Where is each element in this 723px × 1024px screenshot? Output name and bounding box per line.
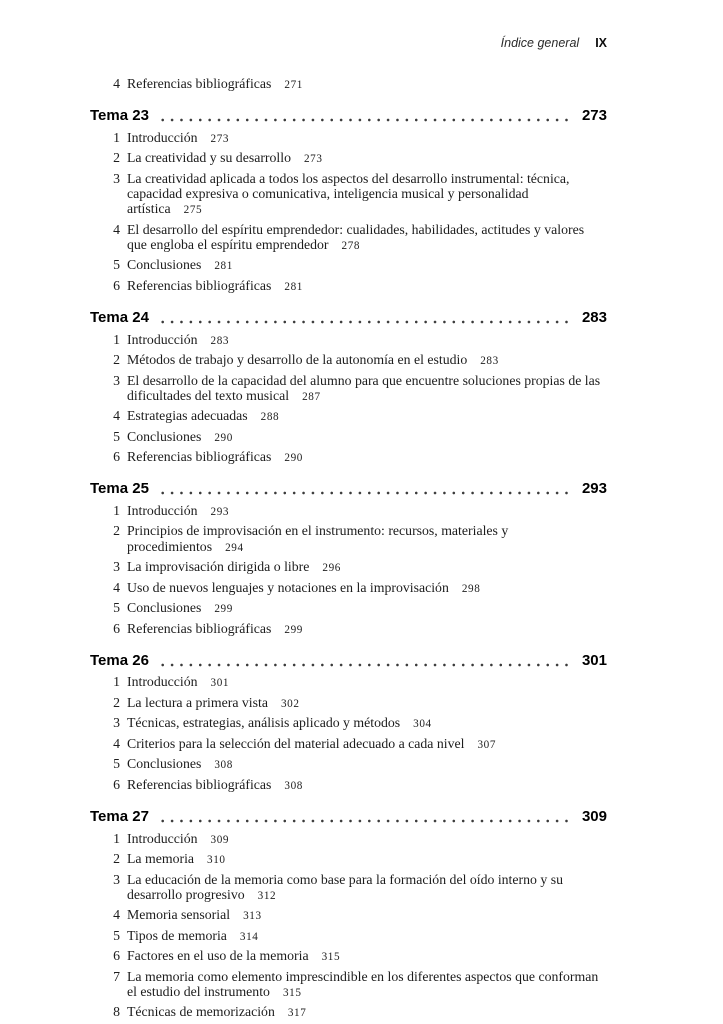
item-body: [127, 408, 607, 425]
item-body: [127, 332, 607, 349]
toc-item: [90, 523, 607, 555]
item-page-number: 299: [284, 623, 304, 636]
item-page-number: 281: [214, 260, 233, 273]
item-label: Técnicas, estrategias, análisis aplicado y métodos: [127, 715, 401, 731]
toc-item: [90, 777, 607, 794]
section-items: [90, 503, 607, 638]
item-number: 5: [113, 257, 120, 273]
toc-item: [90, 449, 607, 466]
toc-item: [90, 736, 607, 753]
item-label: La memoria: [127, 851, 195, 867]
item-label: Uso de nuevos lenguajes y notaciones en la improvisación: [127, 579, 449, 595]
item-page-number: 302: [280, 697, 300, 710]
toc-item: [90, 1004, 607, 1021]
item-body: [127, 969, 607, 1001]
item-label: La memoria como elemento imprescindible en los diferentes aspectos que conforman el estudio del instrumento: [127, 968, 599, 999]
item-number: 3: [113, 871, 120, 887]
item-number: 1: [113, 502, 120, 518]
item-body: [127, 695, 607, 712]
running-header-page-number: IX: [595, 36, 607, 50]
item-body: [127, 130, 607, 147]
item-label: Referencias bibliográficas: [127, 449, 272, 465]
item-page-number: 314: [239, 930, 259, 943]
item-label: Introducción: [127, 129, 198, 145]
toc-item: [90, 695, 607, 712]
item-body: [127, 559, 607, 576]
toc-item: [90, 580, 607, 597]
item-body: [127, 222, 607, 254]
item-label: Referencias bibliográficas: [127, 76, 272, 91]
item-page-number: 298: [461, 582, 481, 595]
dot-leader: [158, 320, 570, 324]
toc-item: [90, 408, 607, 425]
item-body: [127, 352, 607, 369]
item-number: 2: [113, 851, 120, 867]
item-body: [127, 150, 607, 167]
item-page-number: 296: [322, 562, 341, 575]
item-page-number: 294: [225, 541, 244, 554]
item-page-number: 287: [302, 390, 321, 403]
page-content: [90, 0, 607, 1024]
item-number: 2: [113, 150, 120, 166]
item-page-number: 309: [210, 833, 230, 846]
item-number: 4: [113, 76, 120, 91]
item-number: 8: [113, 1004, 120, 1020]
toc-item: [90, 756, 607, 773]
section-heading: [90, 808, 607, 826]
item-number: 4: [113, 907, 120, 923]
item-number: 3: [113, 715, 120, 731]
item-label: Métodos de trabajo y desarrollo de la autonomía en el estudio: [127, 352, 468, 368]
item-page-number: 317: [287, 1007, 307, 1020]
item-body: [127, 736, 607, 753]
toc-item: [90, 621, 607, 638]
item-page-number: 315: [282, 986, 302, 999]
item-page-number: 271: [284, 79, 304, 91]
item-page-number: 310: [207, 854, 226, 867]
section-page-number: 309: [581, 808, 607, 826]
toc-item: [90, 948, 607, 965]
item-page-number: 273: [210, 132, 230, 145]
toc-item: [90, 928, 607, 945]
item-page-number: 281: [284, 280, 304, 293]
item-number: 4: [113, 579, 120, 595]
toc-section: [90, 107, 607, 295]
item-number: 4: [113, 221, 120, 237]
item-body: [127, 429, 607, 446]
item-body: [127, 1004, 607, 1021]
item-number: 6: [113, 948, 120, 964]
toc-item: [90, 503, 607, 520]
section-title: Tema 26: [90, 651, 149, 669]
item-label: Referencias bibliográficas: [127, 620, 272, 636]
toc-item: [90, 600, 607, 617]
toc-item: [90, 907, 607, 924]
item-label: Criterios para la selección del material adecuado a cada nivel: [127, 735, 465, 751]
item-body: [127, 278, 607, 295]
item-body: [127, 948, 607, 965]
item-page-number: 278: [341, 239, 361, 252]
item-page-number: 273: [303, 153, 323, 166]
item-number: 1: [113, 129, 120, 145]
item-page-number: 307: [477, 738, 497, 751]
item-label: La creatividad y su desarrollo: [127, 150, 291, 166]
item-number: 5: [113, 600, 120, 616]
item-body: [127, 76, 607, 93]
item-number: 2: [113, 523, 120, 539]
dot-leader: [158, 663, 570, 667]
toc-item: [90, 257, 607, 274]
toc-item: [90, 352, 607, 369]
item-number: 6: [113, 449, 120, 465]
dot-leader: [158, 118, 570, 122]
item-label: Introducción: [127, 674, 198, 690]
section-items: [90, 332, 607, 467]
item-body: [127, 851, 607, 868]
item-page-number: 288: [260, 411, 280, 424]
item-page-number: 313: [243, 910, 262, 923]
item-page-number: 283: [480, 355, 499, 368]
section-heading: [90, 480, 607, 498]
item-label: La educación de la memoria como base para la formación del oído interno y su desarrollo progresivo: [127, 871, 563, 902]
item-page-number: 301: [210, 677, 230, 690]
item-label: Principios de improvisación en el instrumento: recursos, materiales y procedimientos: [127, 523, 509, 554]
item-number: 4: [113, 408, 120, 424]
item-number: 5: [113, 428, 120, 444]
item-number: 1: [113, 830, 120, 846]
toc-item: [90, 969, 607, 1001]
item-label: Introducción: [127, 502, 198, 518]
toc-section: [90, 808, 607, 1022]
toc-item: [90, 831, 607, 848]
item-number: 6: [113, 776, 120, 792]
item-body: [127, 831, 607, 848]
item-body: [127, 373, 607, 405]
section-heading: [90, 652, 607, 670]
item-number: 5: [113, 756, 120, 772]
item-page-number: 308: [284, 779, 304, 792]
item-page-number: 308: [214, 759, 233, 772]
section-title: Tema 23: [90, 107, 149, 125]
toc-item: [90, 872, 607, 904]
toc-item: [90, 851, 607, 868]
item-page-number: 290: [284, 452, 304, 465]
toc-item: [90, 559, 607, 576]
item-body: [127, 777, 607, 794]
toc-item: [90, 332, 607, 349]
item-number: 4: [113, 735, 120, 751]
section-page-number: 283: [581, 309, 607, 327]
item-body: [127, 674, 607, 691]
item-body: [127, 257, 607, 274]
item-body: [127, 171, 607, 219]
toc-sections: [90, 107, 607, 1021]
item-number: 6: [113, 277, 120, 293]
toc-item: [90, 674, 607, 691]
item-label: La lectura a primera vista: [127, 694, 268, 710]
item-label: Introducción: [127, 830, 198, 846]
item-body: [127, 872, 607, 904]
section-items: [90, 831, 607, 1022]
item-number: 5: [113, 927, 120, 943]
table-of-contents: [90, 76, 607, 1022]
item-page-number: 290: [214, 431, 233, 444]
item-label: Referencias bibliográficas: [127, 277, 272, 293]
dot-leader: [158, 819, 570, 823]
item-page-number: 299: [214, 603, 233, 616]
section-page-number: 293: [581, 480, 607, 498]
item-number: 6: [113, 620, 120, 636]
section-title: Tema 24: [90, 309, 149, 327]
item-label: Referencias bibliográficas: [127, 776, 272, 792]
section-heading: [90, 309, 607, 327]
toc-item: [90, 171, 607, 219]
item-body: [127, 580, 607, 597]
item-label: Técnicas de memorización: [127, 1004, 275, 1020]
item-number: 1: [113, 674, 120, 690]
toc-item: [90, 130, 607, 147]
item-body: [127, 449, 607, 466]
section-heading: [90, 107, 607, 125]
item-page-number: 304: [413, 718, 432, 731]
item-page-number: 312: [257, 889, 277, 902]
item-body: [127, 715, 607, 732]
item-body: [127, 907, 607, 924]
section-title: Tema 25: [90, 480, 149, 498]
item-label: El desarrollo de la capacidad del alumno para que encuentre soluciones propias de las dificultades del texto musical: [127, 372, 601, 403]
item-body: [127, 756, 607, 773]
item-label: Factores en el uso de la memoria: [127, 948, 309, 964]
item-page-number: 315: [321, 951, 341, 964]
toc-item: [90, 278, 607, 295]
section-page-number: 273: [581, 107, 607, 125]
item-number: 1: [113, 331, 120, 347]
toc-section: [90, 480, 607, 637]
section-page-number: 301: [581, 651, 607, 669]
item-label: El desarrollo del espíritu emprendedor: cualidades, habilidades, actitudes y valores que engloba el espíritu emprendedor: [127, 221, 585, 252]
item-page-number: 275: [183, 204, 203, 217]
item-label: Conclusiones: [127, 600, 202, 616]
section-items: [90, 130, 607, 295]
item-label: Conclusiones: [127, 756, 202, 772]
item-number: 3: [113, 559, 120, 575]
item-label: Tipos de memoria: [127, 927, 227, 943]
item-page-number: 283: [210, 334, 230, 347]
section-items: [90, 674, 607, 794]
item-label: Memoria sensorial: [127, 907, 231, 923]
item-label: La improvisación dirigida o libre: [127, 559, 310, 575]
item-body: [127, 600, 607, 617]
item-body: [127, 621, 607, 638]
toc-item: [90, 76, 607, 93]
item-number: 3: [113, 170, 120, 186]
item-page-number: 293: [210, 505, 230, 518]
item-number: 2: [113, 352, 120, 368]
toc-item: [90, 715, 607, 732]
dot-leader: [158, 491, 570, 495]
item-label: Conclusiones: [127, 257, 202, 273]
item-body: [127, 503, 607, 520]
item-body: [127, 523, 607, 555]
toc-item: [90, 150, 607, 167]
item-number: 3: [113, 372, 120, 388]
item-label: Introducción: [127, 331, 198, 347]
toc-section: [90, 652, 607, 794]
running-header-title: Índice general: [500, 36, 580, 50]
section-title: Tema 27: [90, 808, 149, 826]
toc-item: [90, 222, 607, 254]
item-number: 7: [113, 968, 120, 984]
toc-item: [90, 373, 607, 405]
item-number: 2: [113, 694, 120, 710]
item-label: Conclusiones: [127, 428, 202, 444]
item-body: [127, 928, 607, 945]
running-header: [90, 0, 607, 50]
item-label: La creatividad aplicada a todos los aspectos del desarrollo instrumental: técnica, capacidad expresiva o comunicativa, inteligencia musical y personalidad artística: [127, 170, 570, 217]
toc-section: [90, 309, 607, 466]
item-label: Estrategias adecuadas: [127, 408, 248, 424]
toc-item: [90, 429, 607, 446]
